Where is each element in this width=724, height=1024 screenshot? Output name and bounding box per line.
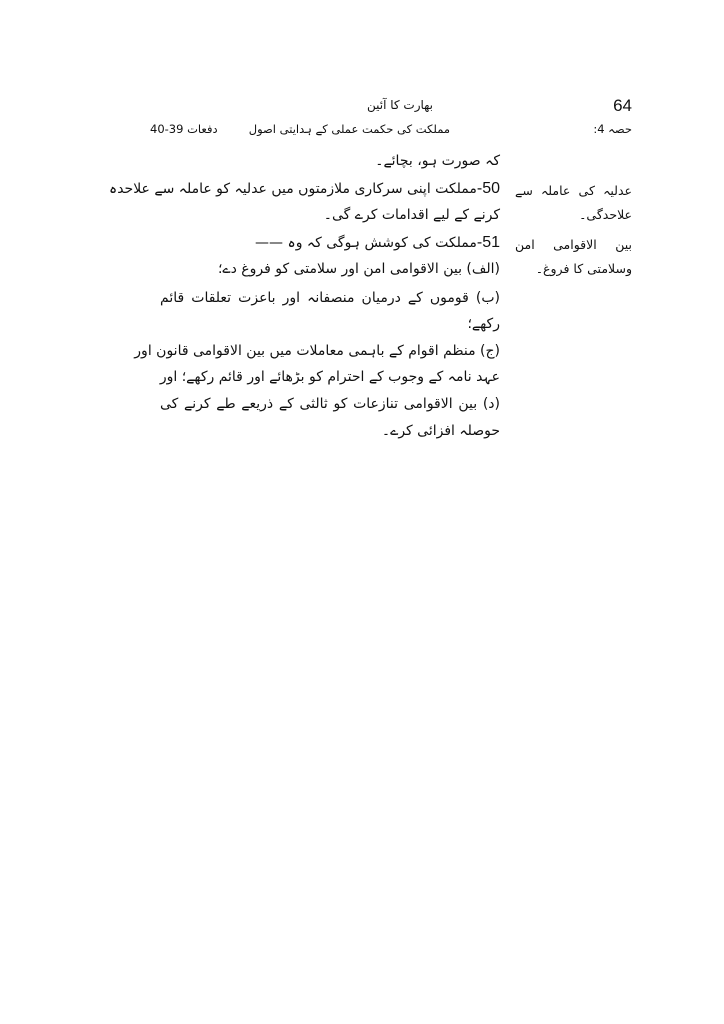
clause-c-text-1: (ج) منظم اقوام کے باہمی معاملات میں بین الاقوامی قانون اور [134,343,500,359]
margin-note-50-line-2: علاحدگی۔ [579,207,632,222]
chapter-title: مملکت کی حکمت عملی کے ہدایتی اصول [248,122,450,136]
margin-note-50-line-1: عدلیہ کی عاملہ سے [515,183,632,198]
margin-note-51-line-2: وسلامتی کا فروغ۔ [535,261,632,276]
continuation-line [160,153,500,169]
clause-d-text-1: (د) بین الاقوامی تنازعات کو ثالثی کے ذریعے طے کرنے کی [160,396,500,412]
page-number: 64 [613,96,632,115]
clause-d-line-2 [160,423,500,439]
clause-c-line-2 [160,369,500,385]
clause-d-line-1 [160,396,500,412]
article-50-line-1 [109,180,500,198]
clause-a [160,261,500,277]
clause-d-text-2: حوصلہ افزائی کرے۔ [381,423,500,439]
article-50-text-2: کرنے کے لیے اقدامات کرے گی۔ [323,207,500,223]
clause-b-line-1 [160,290,500,306]
article-50-number: 50- [476,180,500,197]
clause-c-text-2: عہد نامہ کے وجوب کے احترام کو بڑھائے اور قائم رکھے؛ اور [159,369,500,385]
article-50-line-2 [160,207,500,223]
part-label: حصہ 4: [593,122,632,136]
articles-range: دفعات 39-40 [150,122,218,136]
clause-a-text: (الف) بین الاقوامی امن اور سلامتی کو فروغ دے؛ [217,261,500,277]
article-51-number: 51- [476,234,500,251]
article-51-text-1: مملکت کی کوشش ہوگی کہ وہ —— [255,235,477,251]
article-50-text-1: مملکت اپنی سرکاری ملازمتوں میں عدلیہ کو عاملہ سے علاحدہ [109,181,477,197]
margin-note-51-line-1: بین الاقوامی امن [515,237,632,252]
book-title: بھارت کا آئین [366,98,434,112]
clause-b-text-2: رکھے؛ [467,316,500,332]
continuation-text: کہ صورت ہو، بچائے۔ [375,153,500,169]
clause-b-text-1: (ب) قوموں کے درمیان منصفانہ اور باعزت تعلقات قائم [160,290,500,306]
article-51-line-1 [160,234,500,252]
clause-c-line-1 [134,343,500,359]
clause-b-line-2 [160,316,500,332]
